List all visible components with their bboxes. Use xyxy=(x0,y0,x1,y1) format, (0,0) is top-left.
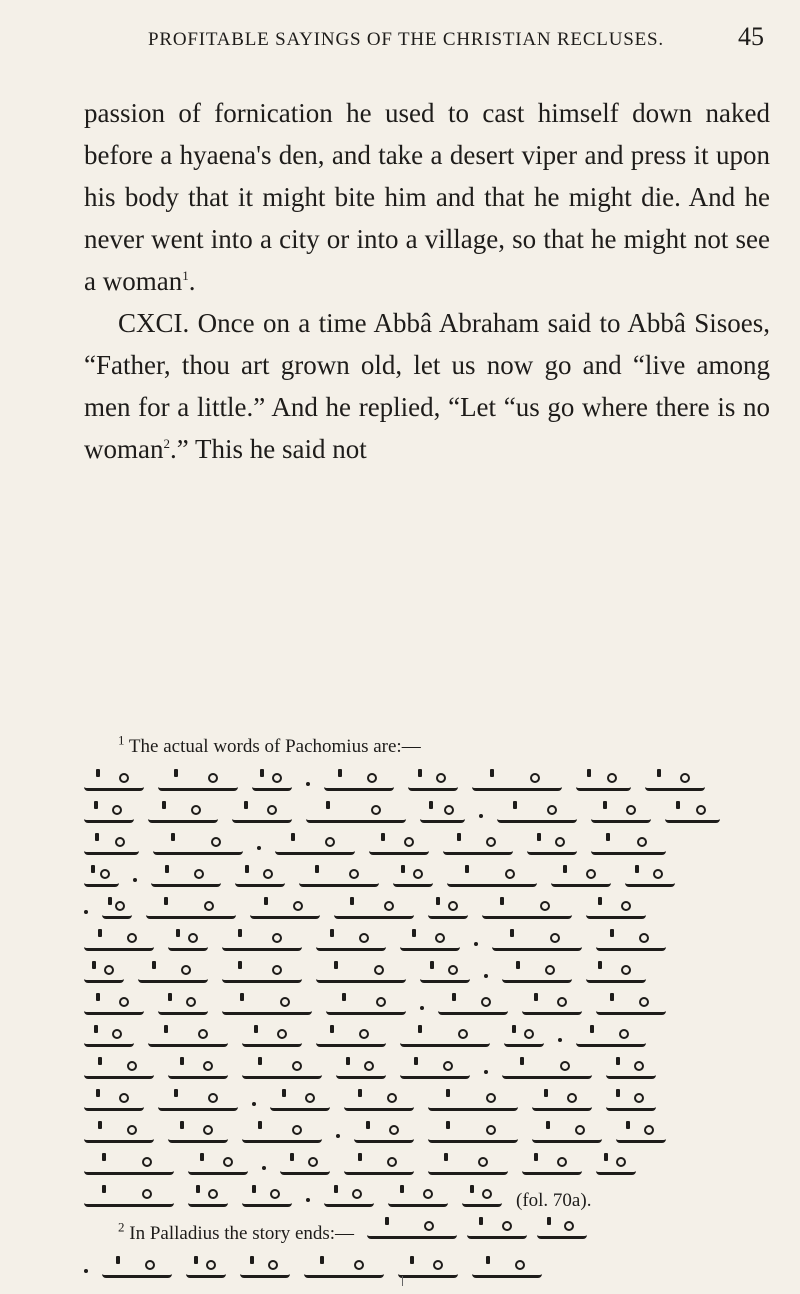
footnote-2-text: In Palladius the story ends:— xyxy=(129,1223,355,1244)
page-number: 45 xyxy=(738,22,764,51)
syriac-line xyxy=(84,1056,770,1088)
syriac-line xyxy=(84,832,770,864)
syriac-line xyxy=(84,928,770,960)
folio-reference: (fol. 70a). xyxy=(516,1189,592,1211)
syriac-line xyxy=(84,1152,770,1184)
paragraph-2-end: .” This he said not xyxy=(169,434,367,464)
footnote-2 xyxy=(84,1218,770,1249)
syriac-line xyxy=(84,896,770,928)
syriac-line xyxy=(84,1024,770,1056)
paragraph-2-text: CXCI. Once on a time Abbâ Abraham said to Abbâ Sisoes, “Father, thou art grown old, let us now go and “live among men for a little.” And he replied, “Let “us go where there is no woman xyxy=(84,308,770,464)
syriac-line xyxy=(84,768,770,800)
page-bottom-mark xyxy=(402,1276,403,1286)
footnote-ref-1: 1 xyxy=(182,268,189,283)
footnote-1 xyxy=(84,731,770,762)
paragraph-1-text: passion of fornication he used to cast himself down naked before a hyaena's den, and take a desert viper and press it upon his body that it might bite him and that he might die. And he never went into a city or into a village, so that he might not see a woman xyxy=(84,98,770,296)
syriac-text-block xyxy=(84,768,770,1216)
footnote-2-mark: 2 xyxy=(118,1219,125,1235)
paragraph-1 xyxy=(84,92,770,302)
syriac-line xyxy=(84,1184,770,1216)
page-header xyxy=(84,22,764,62)
paragraph-1-end: . xyxy=(188,266,196,296)
syriac-line xyxy=(84,1120,770,1152)
footnotes xyxy=(84,731,770,1287)
main-text xyxy=(84,92,770,470)
paragraph-2 xyxy=(84,302,770,470)
syriac-line xyxy=(84,800,770,832)
syriac-line xyxy=(84,1255,770,1287)
footnote-1-mark: 1 xyxy=(118,732,125,748)
syriac-line xyxy=(84,992,770,1024)
syriac-line xyxy=(84,1088,770,1120)
syriac-line xyxy=(84,864,770,896)
running-head: PROFITABLE SAYINGS OF THE CHRISTIAN RECLUSES. xyxy=(148,29,664,50)
footnote-1-text: The actual words of Pachomius are:— xyxy=(128,736,421,757)
syriac-line xyxy=(84,960,770,992)
footnote-ref-2: 2 xyxy=(163,436,170,451)
